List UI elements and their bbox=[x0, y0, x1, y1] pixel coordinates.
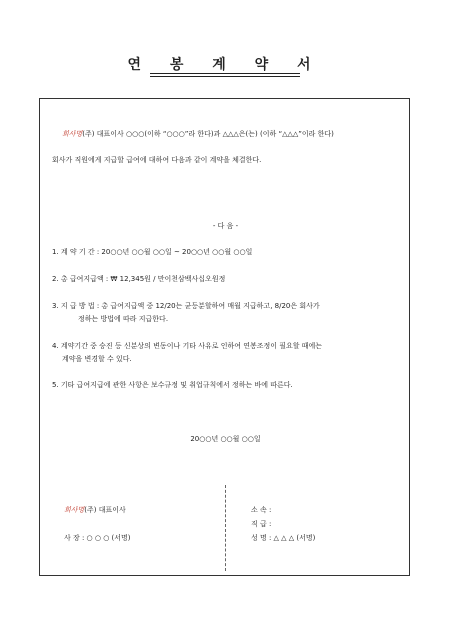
left-signature-president: 사 장 : ○ ○ ○ (서명) bbox=[64, 534, 131, 542]
right-signature-rank: 직 급 : bbox=[251, 520, 272, 528]
item-payment-method-cont: 정하는 방법에 따라 지급한다. bbox=[78, 315, 169, 323]
left-company-rest: (주) 대표이사 bbox=[84, 506, 126, 514]
item-payment-method: 3. 지 급 방 법 : 총 급여지급액 중 12/20는 균등분할하여 매월 지급하고, 8/20은 회사가 bbox=[52, 302, 320, 310]
item-contract-change-cont: 계약을 변경할 수 있다. bbox=[62, 355, 132, 363]
company-name-placeholder: 회사명 bbox=[62, 130, 83, 138]
contract-frame bbox=[39, 98, 410, 576]
signature-divider bbox=[225, 485, 226, 571]
right-signature-dept: 소 속 : bbox=[251, 506, 272, 514]
preamble: 회사가 직원에게 지급할 급여에 대하여 다음과 같이 계약을 체결한다. bbox=[52, 156, 262, 164]
right-signature-name: 성 명 : △ △ △ (서명) bbox=[251, 534, 316, 542]
left-signature-company bbox=[64, 505, 126, 516]
title-underline bbox=[150, 73, 300, 74]
intro-line bbox=[62, 129, 334, 140]
item-other-matters: 5. 기타 급여지급에 관한 사항은 보수규정 및 취업규칙에서 정하는 바에 따른다. bbox=[52, 381, 293, 389]
left-company-name-placeholder: 회사명 bbox=[64, 506, 85, 514]
section-heading: - 다 음 - bbox=[212, 222, 239, 230]
contract-date: 20○○년 ○○월 ○○일 bbox=[190, 435, 261, 443]
item-contract-period: 1. 계 약 기 간 : 20○○년 ○○월 ○○일 ~ 20○○년 ○○월 ○○일 bbox=[52, 248, 253, 256]
document-title: 연 봉 계 약 서 bbox=[127, 57, 323, 73]
title-underline-double bbox=[150, 76, 300, 77]
item-total-salary: 2. 총 급여지급액 : ₩ 12,345원 / 만이천삼백사십오원정 bbox=[52, 275, 226, 283]
intro-text: (주) 대표이사 ○○○(이하 “○○○”라 한다)과 △△△은(는) (이하 “△△△”이라 한다) bbox=[82, 130, 334, 138]
item-contract-change: 4. 계약기간 중 승진 등 신분상의 변동이나 기타 사유로 인하여 연봉조정이 필요할 때에는 bbox=[52, 342, 323, 350]
